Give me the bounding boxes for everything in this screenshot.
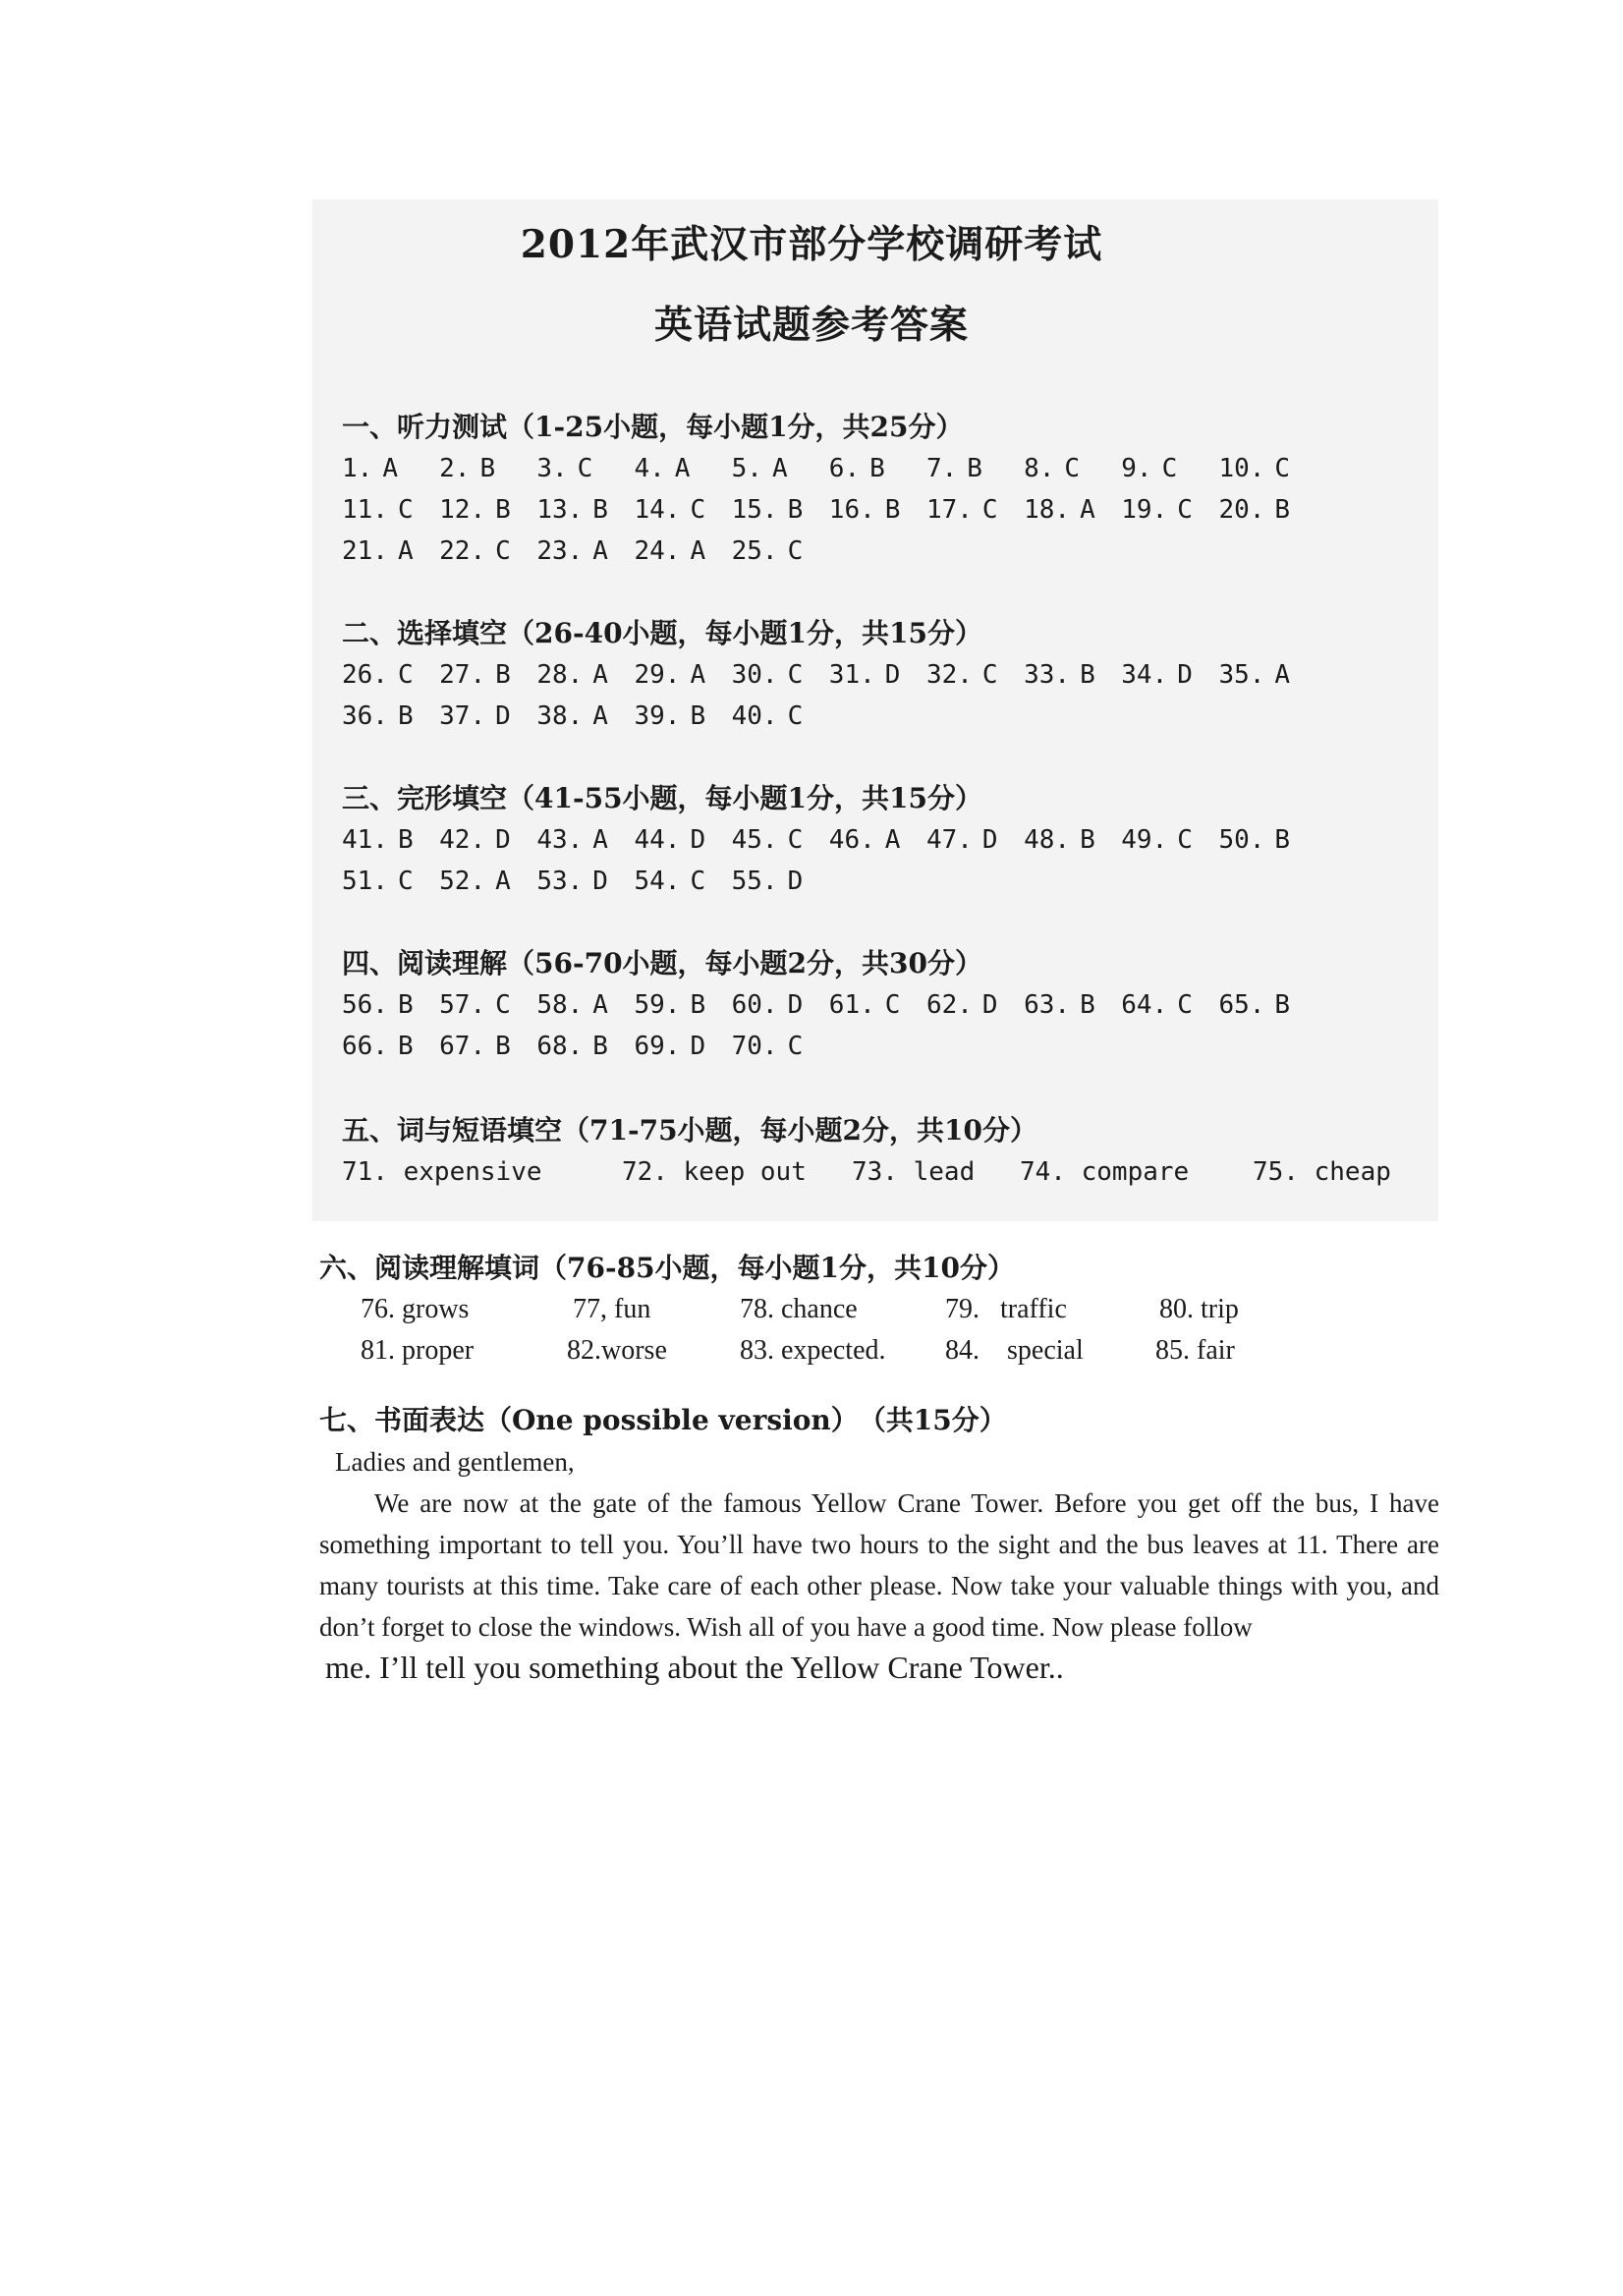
answer-letter: C [1274, 454, 1291, 483]
answer-letter: B [397, 701, 414, 731]
question-number: 36. [342, 701, 388, 731]
answer-letter: C [397, 867, 414, 896]
answer-letter: C [495, 536, 511, 566]
section-heading: 二、选择填空（26-40小题，每小题1分，共15分） [342, 617, 983, 649]
answer-item: 81. proper [361, 1335, 475, 1366]
answer-item [439, 654, 511, 696]
question-number: 8. [1024, 454, 1055, 483]
answer-item [634, 489, 705, 531]
answer-letter: D [690, 1032, 706, 1061]
question-number: 13. [536, 495, 584, 525]
answer-letter: D [787, 867, 804, 896]
question-number: 59. [634, 990, 681, 1020]
answer-letter: A [884, 825, 901, 855]
answer-row [342, 448, 1472, 489]
answer-letter: B [495, 495, 511, 525]
answer-letter: C [981, 495, 998, 525]
essay [319, 1441, 1439, 1687]
answer-item [732, 819, 804, 861]
answer-letter: B [592, 495, 608, 525]
answer-item [439, 531, 511, 572]
answer-letter: D [592, 867, 608, 896]
essay-greeting: Ladies and gentlemen, [335, 1447, 575, 1477]
question-number: 52. [439, 867, 486, 896]
answer-item [1218, 654, 1290, 696]
answer-item [439, 819, 511, 861]
question-number: 61. [828, 990, 875, 1020]
answer-letter: B [592, 1032, 608, 1061]
answer-item [1218, 984, 1290, 1026]
answer-item [634, 654, 705, 696]
answer-item [439, 861, 511, 902]
answer-item [439, 489, 511, 531]
question-number: 15. [731, 495, 778, 525]
question-number: 66. [342, 1032, 388, 1061]
answer-item: 72. keep out [622, 1157, 807, 1187]
answer-letter: C [1177, 990, 1193, 1020]
essay-closing-line: me. I’ll tell you something about the Yellow Crane Tower.. [325, 1650, 1064, 1685]
answer-item [634, 696, 705, 737]
answer-item [732, 1026, 804, 1067]
question-number: 28. [536, 660, 584, 690]
question-number: 33. [1024, 660, 1071, 690]
section-writing [319, 1400, 1449, 1687]
answer-letter: A [690, 536, 706, 566]
answer-item [926, 819, 998, 861]
question-number: 57. [439, 990, 486, 1020]
answer-letter: C [1161, 454, 1178, 483]
question-number: 49. [1121, 825, 1168, 855]
answer-grid [342, 448, 1472, 572]
question-number: 29. [634, 660, 681, 690]
question-number: 37. [439, 701, 486, 731]
answer-item [536, 654, 608, 696]
answer-item [1121, 984, 1193, 1026]
answer-item [1218, 819, 1290, 861]
answer-letter: A [397, 536, 414, 566]
answer-item: 83. expected. [740, 1335, 886, 1366]
section-heading: 一、听力测试（1-25小题，每小题1分，共25分） [342, 411, 964, 443]
answer-item [829, 984, 901, 1026]
answer-item [536, 531, 608, 572]
answer-row [342, 861, 1472, 902]
answer-letter: A [674, 454, 691, 483]
answer-item [829, 819, 901, 861]
question-number: 27. [439, 660, 486, 690]
answer-letter: C [690, 495, 706, 525]
question-number: 31. [828, 660, 875, 690]
answer-item [926, 984, 998, 1026]
answer-row [342, 489, 1472, 531]
answer-item [634, 1026, 705, 1067]
answer-item [926, 448, 982, 489]
answer-letter: B [1080, 990, 1095, 1020]
section-cloze [342, 778, 1472, 902]
question-number: 7. [925, 454, 958, 483]
section-reading-fill [319, 1248, 1449, 1372]
answer-letter: D [495, 825, 511, 855]
question-number: 18. [1024, 495, 1071, 525]
question-number: 9. [1121, 454, 1152, 483]
question-number: 26. [342, 660, 388, 690]
answer-item [732, 448, 788, 489]
answer-row [342, 696, 1472, 737]
answer-item [829, 489, 901, 531]
answer-row [342, 819, 1472, 861]
question-number: 10. [1218, 454, 1265, 483]
answer-item [1218, 448, 1290, 489]
question-number: 50. [1218, 825, 1265, 855]
answer-item [439, 448, 495, 489]
question-number: 14. [634, 495, 681, 525]
answer-letter: B [1080, 825, 1095, 855]
document-title: 2012年武汉市部分学校调研考试 [520, 222, 1103, 267]
answer-letter: A [592, 825, 608, 855]
question-number: 22. [439, 536, 486, 566]
answer-item [1024, 819, 1095, 861]
answer-letter: B [397, 1032, 414, 1061]
answer-item: 71. expensive [342, 1157, 542, 1187]
question-number: 17. [925, 495, 973, 525]
section-heading: 五、词与短语填空（71-75小题，每小题2分，共10分） [342, 1114, 1038, 1147]
answer-letter: A [592, 660, 608, 690]
question-number: 70. [731, 1032, 778, 1061]
answer-letter: D [981, 825, 998, 855]
answer-item [536, 984, 608, 1026]
question-number: 2. [439, 454, 471, 483]
question-number: 21. [342, 536, 388, 566]
answer-item [926, 489, 998, 531]
answer-item [342, 654, 414, 696]
answer-letter: D [1177, 660, 1193, 690]
answer-item [732, 654, 804, 696]
word-answers [319, 1289, 1449, 1372]
answer-item [1121, 819, 1193, 861]
answer-row [342, 984, 1472, 1026]
question-number: 62. [925, 990, 973, 1020]
answer-item: 82.worse [567, 1335, 667, 1366]
answer-item [439, 696, 511, 737]
answer-item [926, 654, 998, 696]
answer-item [634, 861, 705, 902]
question-number: 58. [536, 990, 584, 1020]
answer-row [319, 1330, 1449, 1372]
answer-item [634, 984, 705, 1026]
answer-letter: A [495, 867, 511, 896]
answer-letter: B [1080, 660, 1095, 690]
answer-item [342, 531, 414, 572]
answer-letter: B [397, 825, 414, 855]
answer-row [342, 1026, 1472, 1067]
answer-letter: C [577, 454, 593, 483]
question-number: 23. [536, 536, 584, 566]
answer-letter: B [869, 454, 885, 483]
question-number: 56. [342, 990, 388, 1020]
answer-item [829, 654, 901, 696]
answer-item [1024, 489, 1095, 531]
answer-row [342, 654, 1472, 696]
answer-letter: A [1080, 495, 1095, 525]
answer-item [536, 861, 608, 902]
answer-item [342, 1026, 414, 1067]
question-number: 32. [925, 660, 973, 690]
answer-letter: B [967, 454, 982, 483]
answer-letter: D [787, 990, 804, 1020]
answer-item: 77, fun [573, 1294, 651, 1324]
answer-item: 73. lead [852, 1157, 976, 1187]
answer-letter: C [1177, 495, 1193, 525]
question-number: 51. [342, 867, 388, 896]
question-number: 12. [439, 495, 486, 525]
essay-paragraph: We are now at the gate of the famous Yellow Crane Tower. Before you get off the bus, I have something important to tell you. You’ll have two hours to the sight and the bus leaves at 11. There are many tourists at this time. Take care of each other please. Now take your valuable things with you, and don’t forget to close the windows. Wish all of you have a good time. Now please follow [319, 1488, 1439, 1642]
answer-letter: A [1274, 660, 1291, 690]
answer-item [536, 696, 608, 737]
answer-item [732, 489, 804, 531]
answer-item [732, 984, 804, 1026]
question-number: 47. [925, 825, 973, 855]
answer-item: 76. grows [361, 1294, 470, 1324]
answer-item [1024, 448, 1080, 489]
question-number: 44. [634, 825, 681, 855]
question-number: 64. [1121, 990, 1168, 1020]
answer-letter: A [382, 454, 398, 483]
answer-letter: C [787, 701, 804, 731]
question-number: 11. [342, 495, 388, 525]
question-number: 48. [1024, 825, 1071, 855]
question-number: 63. [1024, 990, 1071, 1020]
answer-item [439, 1026, 511, 1067]
question-number: 20. [1218, 495, 1265, 525]
answer-letter: B [690, 701, 706, 731]
question-number: 35. [1218, 660, 1265, 690]
answer-item [536, 448, 592, 489]
question-number: 16. [828, 495, 875, 525]
question-number: 42. [439, 825, 486, 855]
answer-letter: D [981, 990, 998, 1020]
answer-row [319, 1289, 1449, 1330]
answer-item: 79. traffic [945, 1294, 1067, 1324]
answer-item [634, 531, 705, 572]
answer-letter: B [495, 1032, 511, 1061]
section-heading: 七、书面表达（One possible version） （共15分） [319, 1404, 1007, 1436]
answer-item [1024, 654, 1095, 696]
question-number: 68. [536, 1032, 584, 1061]
answer-letter: C [787, 1032, 804, 1061]
answer-letter: A [690, 660, 706, 690]
answer-letter: B [1274, 495, 1291, 525]
section-heading: 四、阅读理解（56-70小题，每小题2分，共30分） [342, 947, 983, 980]
question-number: 54. [634, 867, 681, 896]
answer-item [536, 489, 608, 531]
answer-item [342, 696, 414, 737]
question-number: 65. [1218, 990, 1265, 1020]
answer-letter: B [690, 990, 706, 1020]
section-reading [342, 943, 1472, 1067]
answer-letter: C [787, 536, 804, 566]
answer-letter: C [690, 867, 706, 896]
answer-item [1024, 984, 1095, 1026]
answer-item [1121, 448, 1177, 489]
answer-grid [342, 819, 1472, 902]
question-number: 30. [731, 660, 778, 690]
answer-item [342, 819, 414, 861]
answer-grid [342, 984, 1472, 1067]
question-number: 69. [634, 1032, 681, 1061]
answer-letter: C [397, 660, 414, 690]
answer-item [342, 984, 414, 1026]
answer-item [536, 819, 608, 861]
answer-letter: A [592, 701, 608, 731]
answer-letter: B [397, 990, 414, 1020]
answer-item [536, 1026, 608, 1067]
section-word-fill [342, 1110, 1472, 1193]
answer-row [342, 531, 1472, 572]
question-number: 53. [536, 867, 584, 896]
answer-item [634, 448, 690, 489]
question-number: 1. [342, 454, 373, 483]
question-number: 45. [731, 825, 778, 855]
answer-letter: A [592, 536, 608, 566]
answer-item: 74. compare [1020, 1157, 1190, 1187]
answer-item: 75. cheap [1253, 1157, 1391, 1187]
question-number: 55. [731, 867, 778, 896]
answer-letter: D [884, 660, 901, 690]
answer-item [1121, 654, 1193, 696]
answer-letter: C [397, 495, 414, 525]
word-answers [342, 1151, 1472, 1193]
answer-item [634, 819, 705, 861]
question-number: 40. [731, 701, 778, 731]
question-number: 4. [634, 454, 665, 483]
question-number: 25. [731, 536, 778, 566]
section-heading: 三、完形填空（41-55小题，每小题1分，共15分） [342, 782, 983, 814]
question-number: 34. [1121, 660, 1168, 690]
answer-item [342, 861, 414, 902]
question-number: 43. [536, 825, 584, 855]
section-multiple-choice [342, 613, 1472, 737]
answer-letter: C [981, 660, 998, 690]
question-number: 6. [828, 454, 861, 483]
question-number: 24. [634, 536, 681, 566]
question-number: 67. [439, 1032, 486, 1061]
answer-item [439, 984, 511, 1026]
answer-letter: B [479, 454, 496, 483]
answer-item: 78. chance [740, 1294, 858, 1324]
question-number: 3. [536, 454, 568, 483]
answer-letter: A [771, 454, 788, 483]
answer-item: 84. special [945, 1335, 1084, 1366]
answer-letter: B [1274, 990, 1291, 1020]
document-subtitle: 英语试题参考答案 [653, 303, 969, 348]
answer-item [342, 489, 414, 531]
answer-letter: D [495, 701, 511, 731]
answer-letter: A [592, 990, 608, 1020]
answer-letter: B [495, 660, 511, 690]
answer-item: 85. fair [1155, 1335, 1235, 1366]
answer-item [829, 448, 885, 489]
question-number: 39. [634, 701, 681, 731]
answer-letter: C [787, 660, 804, 690]
answer-letter: B [1274, 825, 1291, 855]
answer-grid [342, 654, 1472, 737]
answer-item [342, 448, 398, 489]
answer-letter: D [690, 825, 706, 855]
answer-row [342, 1151, 1472, 1193]
question-number: 60. [731, 990, 778, 1020]
answer-item [1218, 489, 1290, 531]
answer-letter: B [787, 495, 804, 525]
answer-item [1121, 489, 1193, 531]
answer-letter: C [787, 825, 804, 855]
answer-item [732, 696, 804, 737]
answer-letter: C [1064, 454, 1081, 483]
question-number: 38. [536, 701, 584, 731]
answer-letter: C [1177, 825, 1193, 855]
answer-letter: C [884, 990, 901, 1020]
section-listening [342, 407, 1472, 572]
answer-item [732, 531, 804, 572]
section-heading: 六、阅读理解填词（76-85小题，每小题1分，共10分） [319, 1252, 1016, 1284]
question-number: 46. [828, 825, 875, 855]
answer-letter: C [495, 990, 511, 1020]
question-number: 5. [731, 454, 762, 483]
answer-item: 80. trip [1159, 1294, 1239, 1324]
question-number: 19. [1121, 495, 1168, 525]
answer-letter: B [884, 495, 901, 525]
answer-item [732, 861, 804, 902]
question-number: 41. [342, 825, 388, 855]
